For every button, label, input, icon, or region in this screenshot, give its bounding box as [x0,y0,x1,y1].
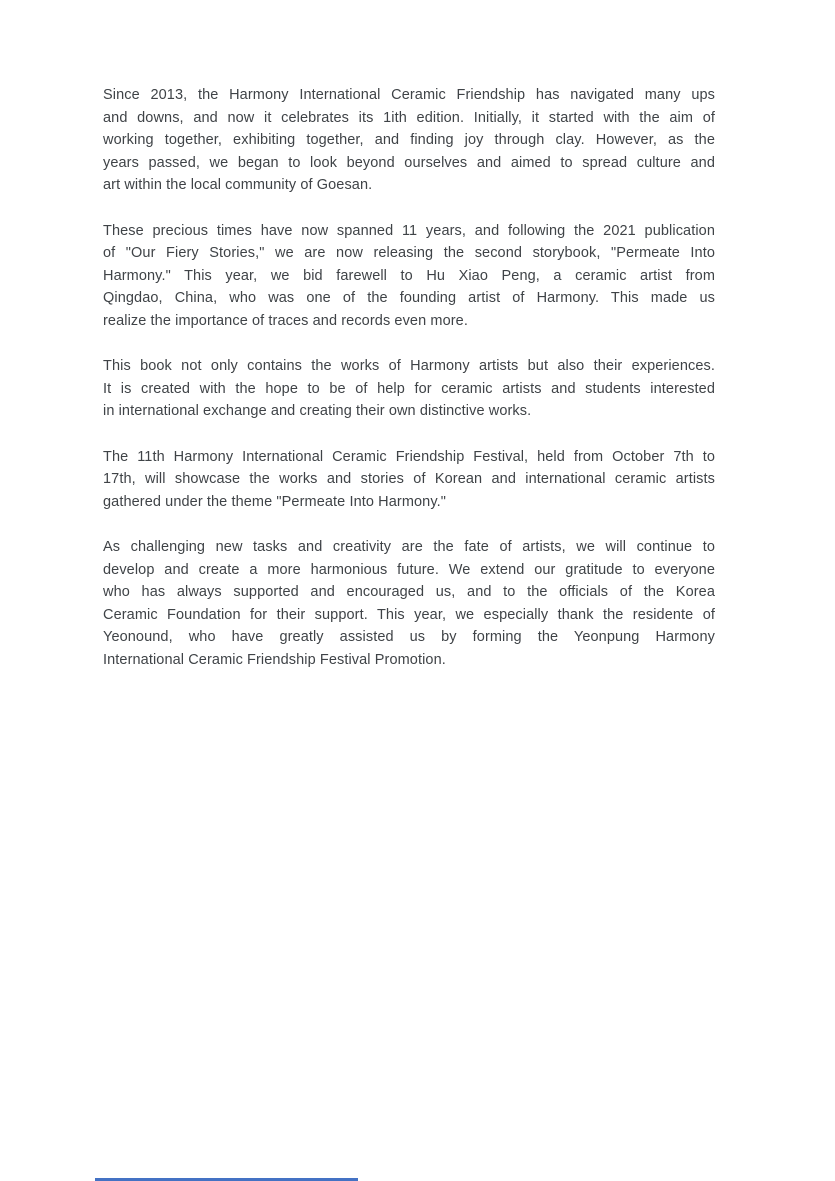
text-line: of "Our Fiery Stories," we are now releasing the second storybook, "Permeate Into [103,245,715,261]
text-line: who has always supported and encouraged us, and to the officials of the Korea [103,584,715,600]
text-line: Harmony." This year, we bid farewell to Hu Xiao Peng, a ceramic artist from [103,267,715,284]
paragraph [103,220,715,333]
paragraph [103,446,715,514]
text-line: realize the importance of traces and records even more. [103,312,468,329]
text-line: This book not only contains the works of Harmony artists but also their experiences. [103,358,715,374]
text-line: in international exchange and creating their own distinctive works. [103,403,532,419]
paragraph [103,536,715,671]
text-line: Yeonound, who have greatly assisted us by forming the Yeonpung Harmony [103,629,715,645]
text-line: working together, exhibiting together, and finding joy through clay. However, as the [103,132,715,148]
document-body [103,84,715,694]
text-line: 17th, will showcase the works and stories of Korean and international ceramic artists [103,471,715,487]
paragraph [103,84,715,197]
text-line: As challenging new tasks and creativity are the fate of artists, we will continue to [103,539,715,555]
text-line: Ceramic Foundation for their support. This year, we especially thank the residente of [103,606,715,623]
text-line: and downs, and now it celebrates its 1ith edition. Initially, it started with the aim of [103,109,715,126]
text-line: art within the local community of Goesan. [103,177,373,193]
text-line: International Ceramic Friendship Festival Promotion. [103,651,446,668]
paragraph [103,355,715,423]
text-line: The 11th Harmony International Ceramic Friendship Festival, held from October 7th to [103,448,715,465]
text-line: It is created with the hope to be of help for ceramic artists and students interested [103,380,715,397]
text-line: Qingdao, China, who was one of the founding artist of Harmony. This made us [103,290,715,306]
text-line: These precious times have now spanned 11 years, and following the 2021 publication [103,222,715,239]
text-line: years passed, we began to look beyond ourselves and aimed to spread culture and [103,154,715,171]
text-line: develop and create a more harmonious future. We extend our gratitude to everyone [103,561,715,578]
text-line: Since 2013, the Harmony International Ceramic Friendship has navigated many ups [103,87,715,103]
text-line: gathered under the theme "Permeate Into Harmony." [103,493,446,510]
